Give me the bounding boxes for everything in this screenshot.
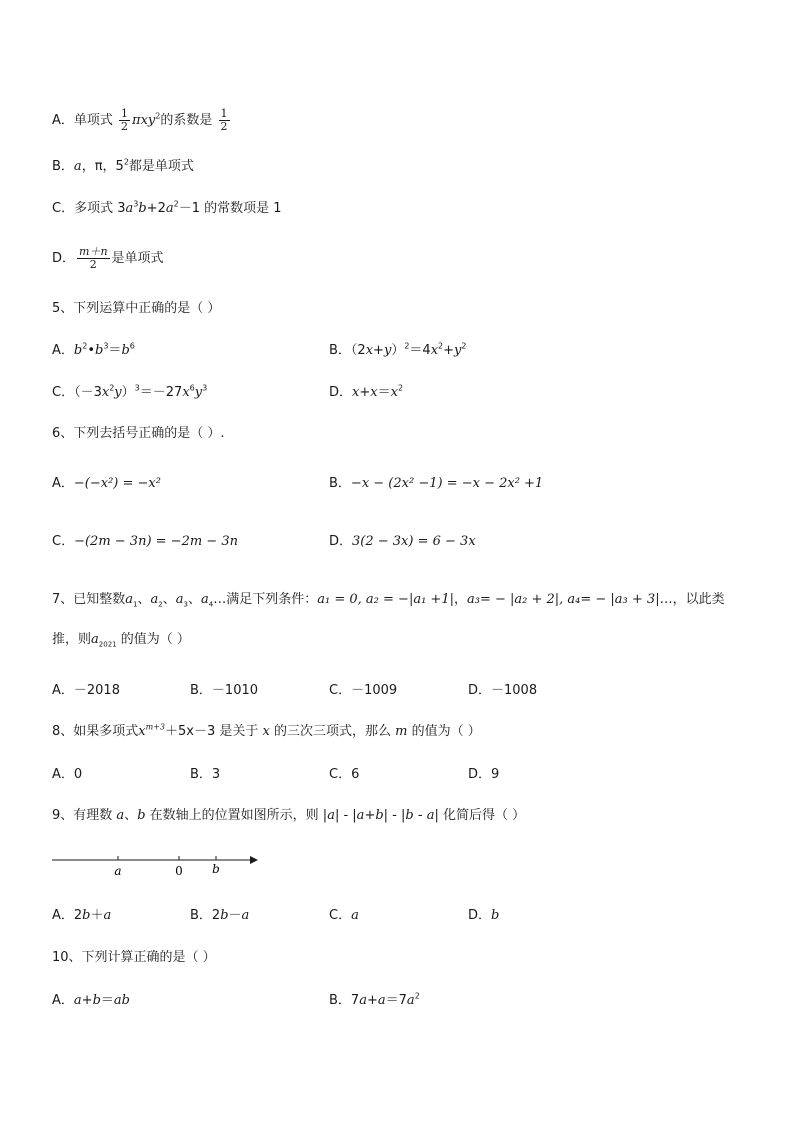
q9-option-b: B．2b－a — [190, 908, 250, 923]
q8-option-d: D．9 — [468, 767, 500, 782]
q5-option-d: D．$x+x=x^2$ — [329, 383, 404, 400]
q6-stem: 6、下列去括号正确的是（ ）. — [52, 426, 225, 441]
number-line-arrow — [250, 856, 258, 864]
q6-option-b: B．−x − (2x² −1) = −x − 2x² +1 — [329, 476, 544, 491]
q4-option-c: C．多项式 $3a^3b+2a^2-1$ 的常数项是 1 — [52, 199, 282, 216]
q7-option-d: D．－1008 — [468, 683, 538, 698]
q7-stem-line1: 7、已知整数$a_1$、$a_2$、$a_3$、$a_4\dots$满足下列条件：a₁ = 0, a₂ = −|a₁ +1|，a₃= − |a₂ + 2|, a₄= − |a₃ + 3|…，以此类 — [52, 592, 725, 609]
q8-option-a: A．0 — [52, 767, 83, 782]
q7-option-c: C．－1009 — [329, 683, 398, 698]
fraction: $\frac{1}{2}$ — [220, 107, 228, 133]
q4-option-d: D． $\frac{m+n}{2}$ 是单项式 — [52, 245, 164, 271]
q9-stem: 9、有理数 a、b 在数轴上的位置如图所示，则 |a| - |a+b| - |b - a| 化简后得（ ） — [52, 808, 526, 823]
q6-option-c: C．−(2m − 3n) = −2m − 3n — [52, 534, 238, 549]
q9-option-d: D．b — [468, 908, 500, 923]
number-line-figure — [52, 846, 272, 886]
q8-option-b: B．3 — [190, 767, 221, 782]
fraction: $\frac{m+n}{2}$ — [79, 245, 108, 271]
q7-option-b: B．－1010 — [190, 683, 259, 698]
q8-stem: 8、如果多项式$x^{m+3}+5x-3$ 是关于 x 的三次三项式，那么 m 的值为（ ） — [52, 722, 481, 739]
q8-option-c: C．6 — [329, 767, 360, 782]
q5-stem: 5、下列运算中正确的是（ ） — [52, 301, 221, 316]
axis-label-a: a — [114, 864, 122, 878]
fraction: $\frac{1}{2}$ — [121, 107, 129, 133]
q7-option-a: A．－2018 — [52, 683, 120, 698]
q9-option-a: A．2b＋a — [52, 908, 112, 923]
q10-option-a: A．a+b＝ab — [52, 993, 130, 1008]
q10-stem: 10、下列计算正确的是（ ） — [52, 950, 216, 965]
q4-option-a: A．单项式 $\frac{1}{2}$ πxy$^2$的系数是 $\frac{1}{2}$ — [52, 107, 228, 133]
q4-option-b: B．a，π，$5^2$都是单项式 — [52, 157, 194, 174]
q6-option-a: A．−(−x²) = −x² — [52, 476, 161, 491]
q7-stem-line2: 推，则$a_{2021}$ 的值为（ ） — [52, 632, 190, 649]
q10-option-b: B．$7a+a=7a^2$ — [329, 991, 420, 1008]
q9-option-c: C．a — [329, 908, 359, 923]
axis-label-b: b — [212, 862, 220, 876]
axis-label-zero: 0 — [175, 864, 183, 878]
q5-option-b: B．$(2x+y)^2=4x^2+y^2$ — [329, 341, 467, 358]
q5-option-c: C．$(-3x^2y)^3=-27x^6y^3$ — [52, 383, 208, 400]
q5-option-a: A．$b^2•b^3=b^6$ — [52, 341, 135, 358]
q6-option-d: D．3(2 − 3x) = 6 − 3x — [329, 534, 476, 549]
